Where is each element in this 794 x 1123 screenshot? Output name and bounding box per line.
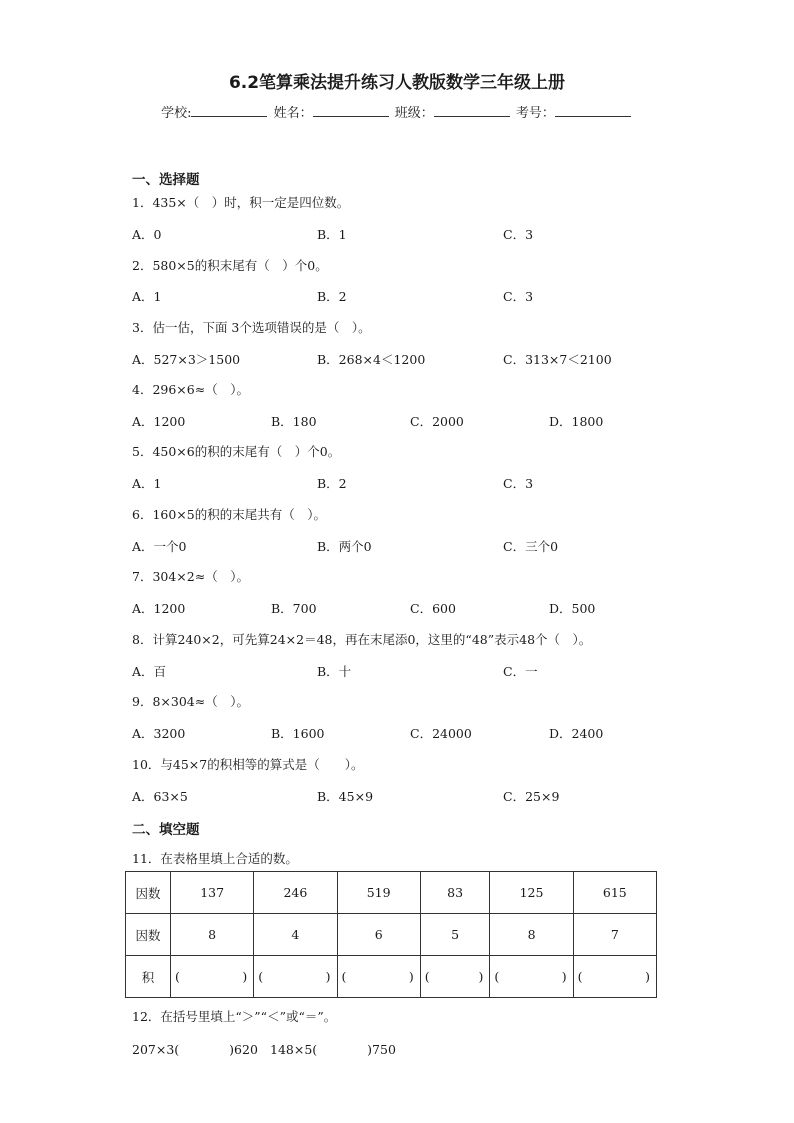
option-7b[interactable]: B．700 bbox=[271, 601, 317, 616]
option-2b[interactable]: B．2 bbox=[317, 289, 347, 304]
option-4b[interactable]: B．180 bbox=[271, 414, 317, 429]
table-cell: 6 bbox=[337, 914, 420, 956]
paren-open: ( bbox=[577, 969, 583, 984]
table-row bbox=[126, 914, 657, 956]
name-blank[interactable] bbox=[313, 104, 389, 117]
table-cell: 137 bbox=[171, 872, 254, 914]
paren-open: ( bbox=[341, 969, 347, 984]
table-cell: 83 bbox=[420, 872, 490, 914]
option-10a[interactable]: A．63×5 bbox=[132, 789, 188, 804]
option-6c[interactable]: C．三个0 bbox=[503, 539, 559, 554]
compare-item-2[interactable]: 148×5( )750 bbox=[270, 1042, 396, 1057]
table-row bbox=[126, 956, 657, 998]
paren-open: ( bbox=[494, 969, 500, 984]
question-11: 11．在表格里填上合适的数。 bbox=[132, 851, 298, 866]
table-cell: 125 bbox=[490, 872, 573, 914]
option-8c[interactable]: C．一 bbox=[503, 664, 538, 679]
answer-cell[interactable] bbox=[337, 956, 420, 998]
page-title: 6.2笔算乘法提升练习人教版数学三年级上册 bbox=[228, 73, 566, 93]
paren-open: ( bbox=[258, 969, 264, 984]
option-1b[interactable]: B．1 bbox=[317, 227, 347, 242]
table-cell: 615 bbox=[573, 872, 656, 914]
option-6a[interactable]: A．一个0 bbox=[132, 539, 187, 554]
option-2c[interactable]: C．3 bbox=[503, 289, 534, 304]
class-blank[interactable] bbox=[434, 104, 510, 117]
option-7d[interactable]: D．500 bbox=[549, 601, 596, 616]
option-4a[interactable]: A．1200 bbox=[132, 414, 186, 429]
answer-cell[interactable] bbox=[171, 956, 254, 998]
option-4c[interactable]: C．2000 bbox=[410, 414, 464, 429]
paren-close: ) bbox=[325, 969, 331, 984]
option-9c[interactable]: C．24000 bbox=[410, 726, 472, 741]
option-8b[interactable]: B．十 bbox=[317, 664, 352, 679]
answer-cell[interactable] bbox=[420, 956, 490, 998]
option-3c[interactable]: C．313×7＜2100 bbox=[503, 352, 612, 367]
table-cell: 519 bbox=[337, 872, 420, 914]
option-9b[interactable]: B．1600 bbox=[271, 726, 325, 741]
school-blank[interactable] bbox=[191, 104, 267, 117]
table-row bbox=[126, 872, 657, 914]
section-choice-heading: 一、选择题 bbox=[132, 172, 200, 188]
question-12: 12．在括号里填上“＞”“＜”或“＝”。 bbox=[132, 1009, 337, 1024]
option-8a[interactable]: A．百 bbox=[132, 664, 167, 679]
option-5c[interactable]: C．3 bbox=[503, 476, 534, 491]
table-cell: 5 bbox=[420, 914, 490, 956]
option-1c[interactable]: C．3 bbox=[503, 227, 534, 242]
option-1a[interactable]: A．0 bbox=[132, 227, 162, 242]
section-fill-heading: 二、填空题 bbox=[132, 822, 200, 838]
paren-close: ) bbox=[478, 969, 484, 984]
table-cell: 7 bbox=[573, 914, 656, 956]
option-3b[interactable]: B．268×4＜1200 bbox=[317, 352, 426, 367]
option-6b[interactable]: B．两个0 bbox=[317, 539, 372, 554]
option-3a[interactable]: A．527×3＞1500 bbox=[132, 352, 241, 367]
table-cell: 8 bbox=[490, 914, 573, 956]
option-10b[interactable]: B．45×9 bbox=[317, 789, 374, 804]
question-9: 9．8×304≈（ ）。 bbox=[132, 694, 249, 709]
table-cell: 4 bbox=[254, 914, 337, 956]
row-label-factor-1: 因数 bbox=[126, 872, 171, 914]
paren-close: ) bbox=[242, 969, 248, 984]
paren-close: ) bbox=[561, 969, 567, 984]
row-label-product: 积 bbox=[126, 956, 171, 998]
option-10c[interactable]: C．25×9 bbox=[503, 789, 560, 804]
option-7c[interactable]: C．600 bbox=[410, 601, 456, 616]
table-cell: 8 bbox=[171, 914, 254, 956]
option-4d[interactable]: D．1800 bbox=[549, 414, 604, 429]
paren-close: ) bbox=[645, 969, 650, 984]
question-1: 1．435×（ ）时，积一定是四位数。 bbox=[132, 195, 350, 210]
question-2: 2．580×5的积末尾有（ ）个0。 bbox=[132, 258, 328, 273]
option-7a[interactable]: A．1200 bbox=[132, 601, 186, 616]
question-10: 10．与45×7的积相等的算式是（ ）。 bbox=[132, 757, 364, 772]
option-9d[interactable]: D．2400 bbox=[549, 726, 604, 741]
paren-close: ) bbox=[408, 969, 414, 984]
paren-open: ( bbox=[424, 969, 430, 984]
question-5: 5．450×6的积的末尾有（ ）个0。 bbox=[132, 444, 341, 459]
answer-cell[interactable] bbox=[254, 956, 337, 998]
compare-item-1[interactable]: 207×3( )620 bbox=[132, 1042, 258, 1057]
student-info-line bbox=[0, 102, 794, 121]
row-label-factor-2: 因数 bbox=[126, 914, 171, 956]
answer-cell[interactable] bbox=[573, 956, 656, 998]
answer-cell[interactable] bbox=[490, 956, 573, 998]
question-3: 3．估一估，下面 3个选项错误的是（ ）。 bbox=[132, 320, 371, 335]
paren-open: ( bbox=[175, 969, 180, 984]
option-9a[interactable]: A．3200 bbox=[132, 726, 186, 741]
number-blank[interactable] bbox=[555, 104, 631, 117]
question-6: 6．160×5的积的末尾共有（ ）。 bbox=[132, 507, 326, 522]
class-label: 班级： bbox=[394, 106, 434, 121]
name-label: 姓名： bbox=[273, 106, 313, 121]
number-label: 考号： bbox=[515, 106, 555, 121]
factor-table bbox=[125, 871, 657, 998]
option-2a[interactable]: A．1 bbox=[132, 289, 162, 304]
question-7: 7．304×2≈（ ）。 bbox=[132, 569, 249, 584]
option-5a[interactable]: A．1 bbox=[132, 476, 162, 491]
school-label: 学校: bbox=[161, 106, 192, 121]
table-cell: 246 bbox=[254, 872, 337, 914]
option-5b[interactable]: B．2 bbox=[317, 476, 347, 491]
question-8: 8．计算240×2，可先算24×2＝48，再在末尾添0，这里的“48”表示48个（ ）。 bbox=[132, 632, 592, 647]
question-4: 4．296×6≈（ ）。 bbox=[132, 382, 249, 397]
